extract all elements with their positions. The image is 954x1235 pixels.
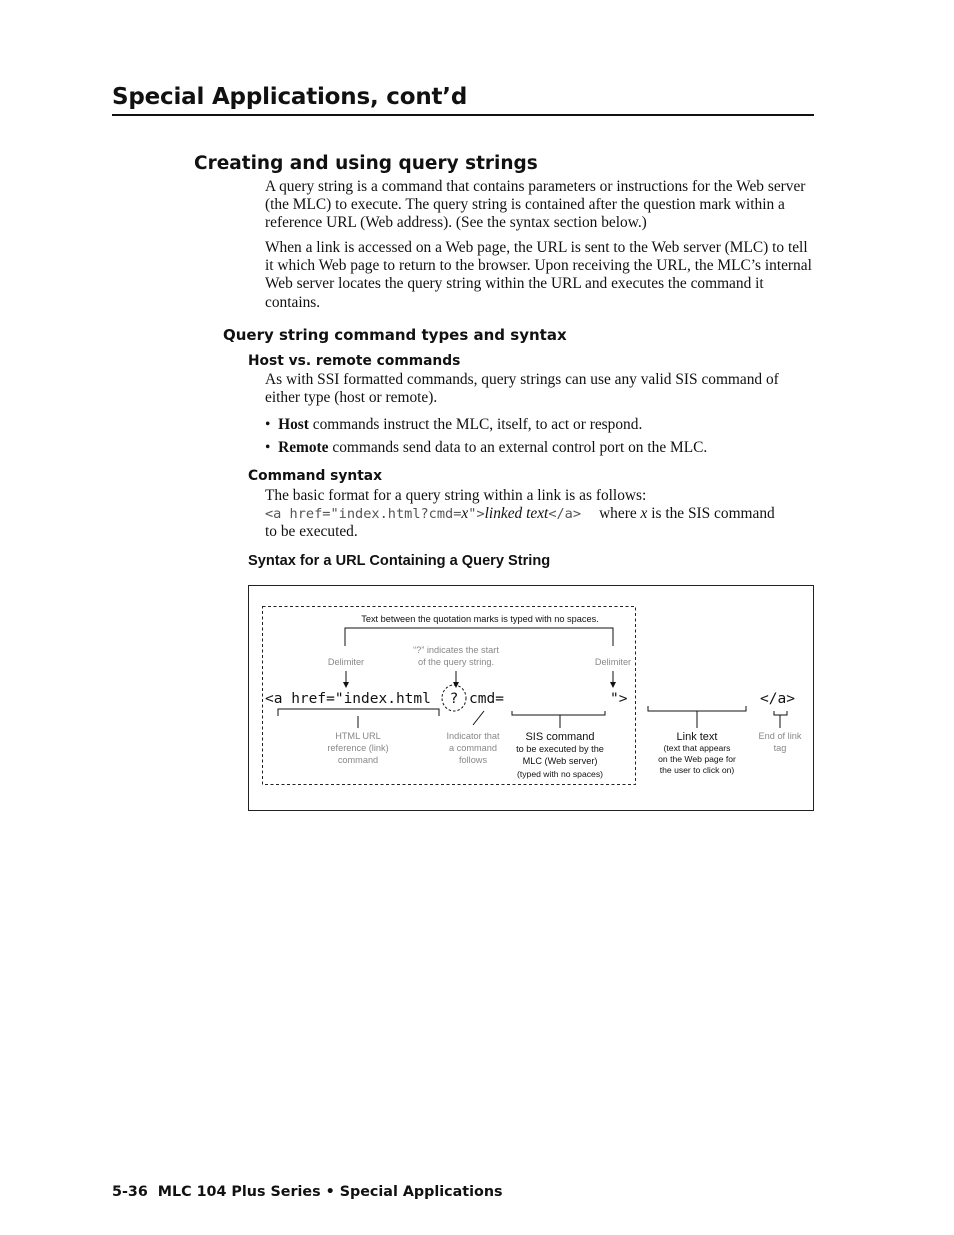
syntax-linked-text: linked text: [484, 505, 549, 522]
link-text-label-2: (text that appears: [663, 743, 731, 753]
indicator-label-2: a command: [448, 743, 498, 753]
top-note: Text between the quotation marks is typed with no spaces.: [361, 614, 599, 624]
link-text-label-1: Link text: [676, 731, 718, 743]
code-question-mark: ?: [449, 691, 459, 707]
page-footer: [112, 1184, 503, 1200]
qmark-note-line1: “?” indicates the start: [413, 645, 499, 655]
code-cmd: cmd=: [469, 691, 504, 707]
html-url-label-2: reference (link): [327, 743, 389, 753]
html-url-label-3: command: [337, 755, 379, 765]
link-text-label-4: the user to click on): [659, 765, 735, 775]
sis-label-4: (typed with no spaces): [517, 769, 603, 779]
url-paragraph: When a link is accessed on a Web page, the URL is sent to the Web server (MLC) to tell it which Web page to return to the browser. Upon receiving the URL, the MLC’s internal Web server locates the query string within the URL and executes the command it contains.: [265, 239, 812, 311]
syntax-code-open: <a href="index.html?cmd=: [265, 506, 462, 522]
bullet-remote-text: commands send data to an external control port on the MLC.: [328, 439, 708, 456]
query-string-syntax-diagram: [248, 585, 814, 811]
footer-page-number: 5-36: [112, 1184, 148, 1200]
footer-title: MLC 104 Plus Series • Special Applications: [157, 1184, 503, 1200]
syntax-line: [265, 505, 817, 523]
bullet-remote: • Remote commands send data to an external control port on the MLC.: [265, 439, 708, 456]
title-rule: [112, 114, 814, 116]
sis-label-1: SIS command: [525, 731, 595, 743]
subsection-title: Query string command types and syntax: [223, 326, 567, 344]
figure-title: Syntax for a URL Containing a Query String: [248, 553, 551, 569]
indicator-label-3: follows: [458, 755, 488, 765]
indicator-label-1: Indicator that: [446, 731, 500, 741]
syntax-intro: The basic format for a query string within a link is as follows:: [265, 487, 647, 504]
syntax-code-end: </a>: [548, 506, 582, 522]
code-end-tag: </a>: [760, 691, 795, 707]
sis-label-2: to be executed by the: [516, 744, 604, 754]
bullet-host-text: commands instruct the MLC, itself, to act or respond.: [308, 416, 643, 433]
section-title: Creating and using query strings: [194, 153, 538, 174]
end-tag-label-1: End of link: [758, 731, 802, 741]
code-href: <a href="index.html: [265, 691, 431, 707]
end-tag-label-2: tag: [773, 743, 787, 753]
syntax-where-rest: is the SIS command: [647, 505, 775, 522]
qmark-note-line2: of the query string.: [417, 657, 495, 667]
syntax-code-x: x: [461, 505, 469, 522]
delimiter-left-label: Delimiter: [327, 657, 365, 667]
sis-paragraph: As with SSI formatted commands, query strings can use any valid SIS command of either type (host or remote).: [265, 371, 779, 407]
intro-paragraph: A query string is a command that contains parameters or instructions for the Web server (the MLC) to execute. The query string is contained after the question mark within a reference URL (Web address). (See the syntax section below.): [265, 178, 806, 232]
syntax-tail: to be executed.: [265, 523, 358, 540]
command-syntax-heading: Command syntax: [248, 468, 383, 484]
bullet-host-term: Host: [278, 416, 309, 433]
bullet-remote-term: Remote: [278, 439, 329, 456]
host-remote-heading: Host vs. remote commands: [248, 353, 461, 369]
html-url-label-1: HTML URL: [335, 731, 381, 741]
syntax-where: where: [599, 505, 641, 522]
page-title: Special Applications, cont’d: [112, 84, 468, 110]
syntax-code-close: ">: [468, 506, 485, 522]
delimiter-right-label: Delimiter: [594, 657, 632, 667]
code-close-quote: ">: [610, 691, 628, 707]
bullet-host: • Host commands instruct the MLC, itself, to act or respond.: [265, 416, 643, 433]
sis-label-3: MLC (Web server): [522, 756, 598, 766]
link-text-label-3: on the Web page for: [658, 754, 736, 764]
syntax-where-x: x: [640, 505, 648, 522]
